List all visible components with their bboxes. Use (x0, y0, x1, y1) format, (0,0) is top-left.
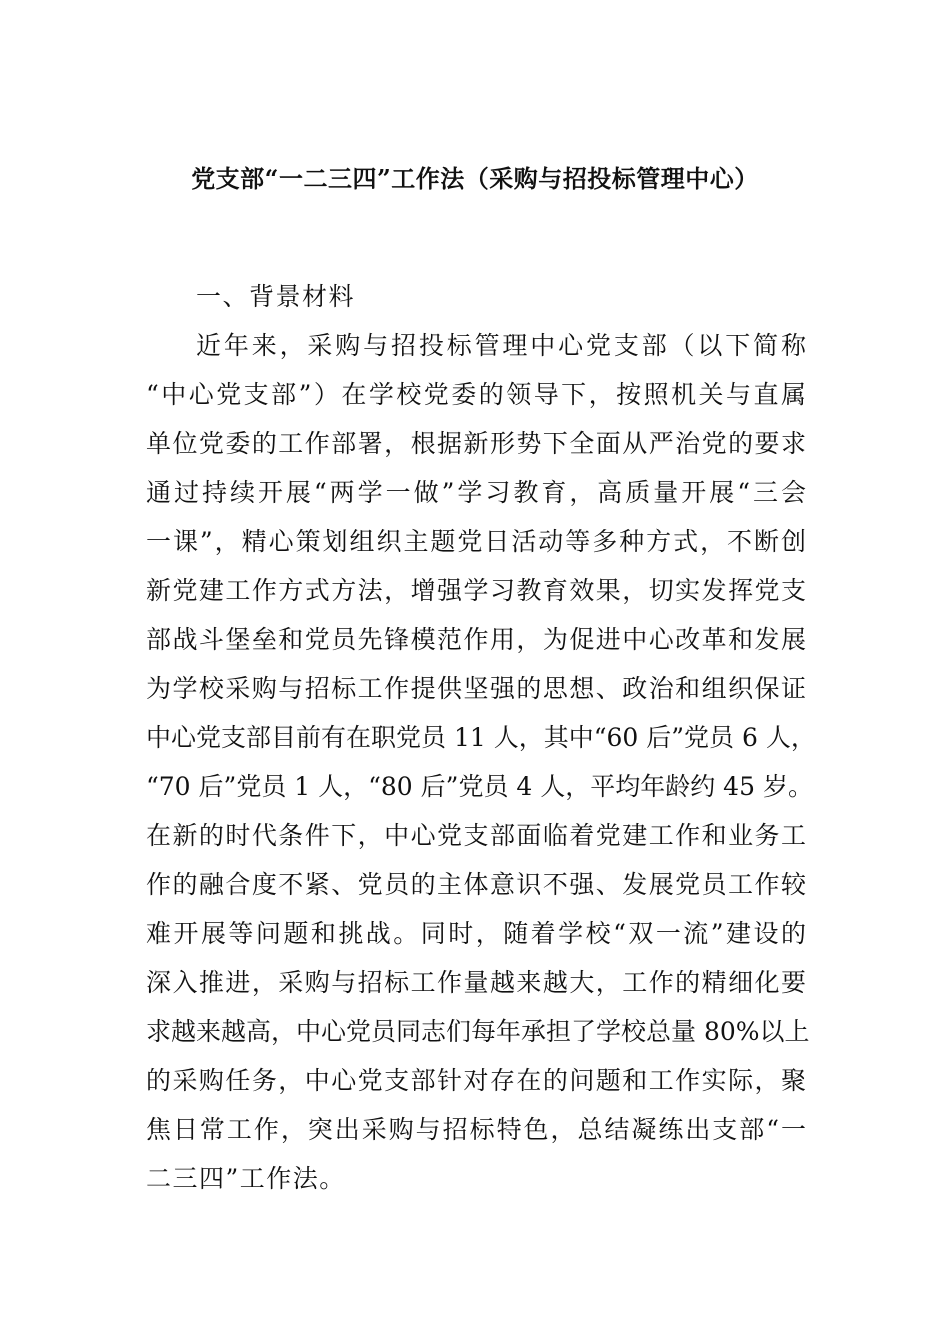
paragraph-line: 难开展等问题和挑战。同时，随着学校“双一流”建设的 (146, 919, 806, 948)
paragraph-line: 的采购任务，中心党支部针对存在的问题和工作实际，聚 (146, 1066, 806, 1095)
paragraph-line: 焦日常工作，突出采购与招标特色，总结凝练出支部“一 (146, 1115, 806, 1144)
paragraph-line: 中心党支部目前有在职党员 11 人，其中“60 后”党员 6 人， (146, 723, 816, 752)
paragraph-line: 近年来，采购与招投标管理中心党支部（以下简称 (196, 331, 806, 360)
paragraph-line: 作的融合度不紧、党员的主体意识不强、发展党员工作较 (146, 870, 806, 899)
paragraph-line: 在新的时代条件下，中心党支部面临着党建工作和业务工 (146, 821, 806, 850)
paragraph-line: 深入推进，采购与招标工作量越来越大，工作的精细化要 (146, 968, 806, 997)
paragraph-line: 二三四”工作法。 (146, 1164, 346, 1193)
paragraph-line: “70 后”党员 1 人，“80 后”党员 4 人，平均年龄约 45 岁。 (146, 772, 813, 801)
paragraph-line: “中心党支部”）在学校党委的领导下，按照机关与直属 (146, 380, 806, 409)
document-title: 党支部“一二三四”工作法（采购与招投标管理中心） (191, 164, 759, 193)
paragraph-line: 部战斗堡垒和党员先锋模范作用，为促进中心改革和发展 (146, 625, 806, 654)
paragraph-line: 求越来越高，中心党员同志们每年承担了学校总量 80%以上 (146, 1017, 810, 1046)
document-body (146, 278, 816, 1209)
paragraph-line: 单位党委的工作部署，根据新形势下全面从严治党的要求 (146, 429, 806, 458)
paragraph-line: 通过持续开展“两学一做”学习教育，高质量开展“三会 (146, 478, 806, 507)
section-heading: 一、背景材料 (196, 282, 356, 311)
paragraph-line: 为学校采购与招标工作提供坚强的思想、政治和组织保证 (146, 674, 806, 703)
paragraph-line: 新党建工作方式方法，增强学习教育效果，切实发挥党支 (146, 576, 806, 605)
paragraph-line: 一课”，精心策划组织主题党日活动等多种方式，不断创 (146, 527, 806, 556)
